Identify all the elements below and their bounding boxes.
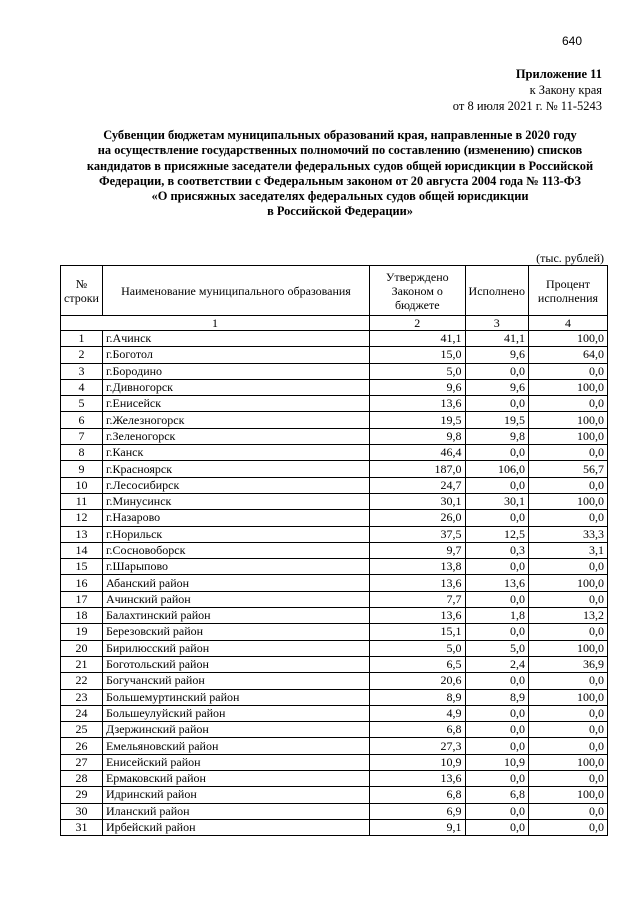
approved-amount: 41,1 — [369, 331, 465, 347]
execution-percent: 33,3 — [528, 526, 607, 542]
execution-percent: 0,0 — [528, 445, 607, 461]
executed-amount: 6,8 — [465, 787, 528, 803]
row-number: 13 — [61, 526, 103, 542]
row-number: 1 — [61, 331, 103, 347]
row-number: 27 — [61, 754, 103, 770]
row-number: 12 — [61, 510, 103, 526]
table-row — [61, 771, 608, 787]
executed-amount: 0,0 — [465, 819, 528, 835]
execution-percent: 100,0 — [528, 331, 607, 347]
approved-amount: 20,6 — [369, 673, 465, 689]
executed-amount: 0,0 — [465, 559, 528, 575]
approved-amount: 13,6 — [369, 575, 465, 591]
executed-amount: 0,0 — [465, 477, 528, 493]
table-row — [61, 510, 608, 526]
title-line: кандидатов в присяжные заседатели федеральных судов общей юрисдикции в Российской — [86, 158, 594, 173]
executed-amount: 19,5 — [465, 412, 528, 428]
municipality-name: г.Зеленогорск — [102, 428, 369, 444]
municipality-name: Балахтинский район — [102, 608, 369, 624]
executed-amount: 9,6 — [465, 379, 528, 395]
table-header-row — [61, 266, 608, 316]
row-number: 30 — [61, 803, 103, 819]
municipality-name: Ирбейский район — [102, 819, 369, 835]
executed-amount: 0,3 — [465, 542, 528, 558]
table-row — [61, 673, 608, 689]
municipality-name: г.Назарово — [102, 510, 369, 526]
municipality-name: Иланский район — [102, 803, 369, 819]
municipality-name: Большемуртинский район — [102, 689, 369, 705]
table-row — [61, 640, 608, 656]
approved-amount: 7,7 — [369, 591, 465, 607]
row-number: 14 — [61, 542, 103, 558]
executed-amount: 0,0 — [465, 673, 528, 689]
municipality-name: г.Сосновоборск — [102, 542, 369, 558]
executed-amount: 0,0 — [465, 396, 528, 412]
executed-amount: 5,0 — [465, 640, 528, 656]
table-row — [61, 624, 608, 640]
execution-percent: 0,0 — [528, 738, 607, 754]
row-number: 29 — [61, 787, 103, 803]
row-number: 9 — [61, 461, 103, 477]
title-line: Федерации, в соответствии с Федеральным законом от 20 августа 2004 года № 113-ФЗ — [99, 173, 581, 188]
table-row — [61, 493, 608, 509]
table-row — [61, 787, 608, 803]
execution-percent: 100,0 — [528, 412, 607, 428]
appendix-law: к Закону края — [529, 83, 602, 97]
approved-amount: 27,3 — [369, 738, 465, 754]
table-row — [61, 347, 608, 363]
subventions-table — [60, 265, 608, 836]
title-line: «О присяжных заседателях федеральных судов общей юрисдикции — [151, 189, 529, 204]
execution-percent: 0,0 — [528, 363, 607, 379]
approved-amount: 46,4 — [369, 445, 465, 461]
municipality-name: Енисейский район — [102, 754, 369, 770]
execution-percent: 0,0 — [528, 477, 607, 493]
municipality-name: Ачинский район — [102, 591, 369, 607]
municipality-name: Березовский район — [102, 624, 369, 640]
execution-percent: 100,0 — [528, 689, 607, 705]
execution-percent: 100,0 — [528, 428, 607, 444]
header-approved: Утверждено Законом о бюджете — [369, 266, 465, 316]
executed-amount: 0,0 — [465, 591, 528, 607]
table-row — [61, 412, 608, 428]
row-number: 17 — [61, 591, 103, 607]
approved-amount: 5,0 — [369, 363, 465, 379]
executed-amount: 0,0 — [465, 705, 528, 721]
table-row — [61, 559, 608, 575]
title-line: на осуществление государственных полномочий по составлению (изменению) списков — [97, 143, 583, 158]
row-number: 3 — [61, 363, 103, 379]
units-label: (тыс. рублей) — [536, 251, 604, 265]
execution-percent: 0,0 — [528, 803, 607, 819]
execution-percent: 100,0 — [528, 754, 607, 770]
approved-amount: 13,6 — [369, 396, 465, 412]
appendix-title: Приложение 11 — [515, 67, 602, 81]
executed-amount: 0,0 — [465, 363, 528, 379]
column-number: 1 — [61, 316, 370, 331]
column-number: 3 — [465, 316, 528, 331]
approved-amount: 4,9 — [369, 705, 465, 721]
row-number: 31 — [61, 819, 103, 835]
row-number: 20 — [61, 640, 103, 656]
row-number: 8 — [61, 445, 103, 461]
approved-amount: 6,8 — [369, 722, 465, 738]
row-number: 24 — [61, 705, 103, 721]
row-number: 26 — [61, 738, 103, 754]
table-row — [61, 526, 608, 542]
approved-amount: 6,8 — [369, 787, 465, 803]
approved-amount: 37,5 — [369, 526, 465, 542]
executed-amount: 9,6 — [465, 347, 528, 363]
execution-percent: 3,1 — [528, 542, 607, 558]
executed-amount: 1,8 — [465, 608, 528, 624]
approved-amount: 13,6 — [369, 771, 465, 787]
executed-amount: 30,1 — [465, 493, 528, 509]
row-number: 7 — [61, 428, 103, 444]
execution-percent: 0,0 — [528, 819, 607, 835]
approved-amount: 26,0 — [369, 510, 465, 526]
municipality-name: г.Минусинск — [102, 493, 369, 509]
approved-amount: 9,1 — [369, 819, 465, 835]
approved-amount: 8,9 — [369, 689, 465, 705]
execution-percent: 100,0 — [528, 787, 607, 803]
approved-amount: 9,6 — [369, 379, 465, 395]
municipality-name: г.Норильск — [102, 526, 369, 542]
table-row — [61, 754, 608, 770]
executed-amount: 9,8 — [465, 428, 528, 444]
appendix-date: от 8 июля 2021 г. № 11-5243 — [452, 99, 602, 113]
executed-amount: 0,0 — [465, 771, 528, 787]
table-row — [61, 819, 608, 835]
approved-amount: 30,1 — [369, 493, 465, 509]
execution-percent: 13,2 — [528, 608, 607, 624]
table-row — [61, 722, 608, 738]
table-row — [61, 705, 608, 721]
table-row — [61, 445, 608, 461]
execution-percent: 0,0 — [528, 624, 607, 640]
executed-amount: 0,0 — [465, 510, 528, 526]
table-row — [61, 591, 608, 607]
municipality-name: Бирилюсский район — [102, 640, 369, 656]
execution-percent: 100,0 — [528, 379, 607, 395]
approved-amount: 9,7 — [369, 542, 465, 558]
table-row — [61, 542, 608, 558]
row-number: 18 — [61, 608, 103, 624]
title-line: Субвенции бюджетам муниципальных образований края, направленные в 2020 году — [103, 128, 577, 142]
executed-amount: 13,6 — [465, 575, 528, 591]
municipality-name: г.Канск — [102, 445, 369, 461]
row-number: 15 — [61, 559, 103, 575]
table-row — [61, 428, 608, 444]
executed-amount: 8,9 — [465, 689, 528, 705]
row-number: 28 — [61, 771, 103, 787]
row-number: 11 — [61, 493, 103, 509]
execution-percent: 0,0 — [528, 705, 607, 721]
approved-amount: 15,1 — [369, 624, 465, 640]
page-number: 640 — [562, 34, 583, 48]
row-number: 23 — [61, 689, 103, 705]
table-row — [61, 396, 608, 412]
table-row — [61, 477, 608, 493]
header-row-no: № строки — [61, 266, 103, 316]
table-row — [61, 461, 608, 477]
executed-amount: 0,0 — [465, 803, 528, 819]
header-name: Наименование муниципального образования — [102, 266, 369, 316]
row-number: 10 — [61, 477, 103, 493]
approved-amount: 10,9 — [369, 754, 465, 770]
table-row — [61, 738, 608, 754]
execution-percent: 0,0 — [528, 722, 607, 738]
municipality-name: г.Дивногорск — [102, 379, 369, 395]
municipality-name: Ермаковский район — [102, 771, 369, 787]
executed-amount: 2,4 — [465, 656, 528, 672]
header-executed: Исполнено — [465, 266, 528, 316]
municipality-name: г.Бородино — [102, 363, 369, 379]
execution-percent: 36,9 — [528, 656, 607, 672]
execution-percent: 0,0 — [528, 673, 607, 689]
municipality-name: г.Красноярск — [102, 461, 369, 477]
table-row — [61, 689, 608, 705]
approved-amount: 24,7 — [369, 477, 465, 493]
executed-amount: 10,9 — [465, 754, 528, 770]
executed-amount: 12,5 — [465, 526, 528, 542]
column-number: 4 — [528, 316, 607, 331]
approved-amount: 13,6 — [369, 608, 465, 624]
approved-amount: 5,0 — [369, 640, 465, 656]
approved-amount: 13,8 — [369, 559, 465, 575]
row-number: 6 — [61, 412, 103, 428]
approved-amount: 15,0 — [369, 347, 465, 363]
row-number: 5 — [61, 396, 103, 412]
table-row — [61, 363, 608, 379]
executed-amount: 0,0 — [465, 738, 528, 754]
approved-amount: 187,0 — [369, 461, 465, 477]
row-number: 4 — [61, 379, 103, 395]
table-row — [61, 575, 608, 591]
executed-amount: 0,0 — [465, 624, 528, 640]
municipality-name: Емельяновский район — [102, 738, 369, 754]
execution-percent: 100,0 — [528, 493, 607, 509]
execution-percent: 0,0 — [528, 396, 607, 412]
execution-percent: 0,0 — [528, 771, 607, 787]
executed-amount: 0,0 — [465, 445, 528, 461]
execution-percent: 100,0 — [528, 640, 607, 656]
municipality-name: г.Ачинск — [102, 331, 369, 347]
approved-amount: 6,9 — [369, 803, 465, 819]
execution-percent: 56,7 — [528, 461, 607, 477]
approved-amount: 9,8 — [369, 428, 465, 444]
executed-amount: 0,0 — [465, 722, 528, 738]
table-row — [61, 331, 608, 347]
table-row — [61, 656, 608, 672]
municipality-name: г.Лесосибирск — [102, 477, 369, 493]
approved-amount: 6,5 — [369, 656, 465, 672]
column-number-row — [61, 316, 608, 331]
municipality-name: г.Боготол — [102, 347, 369, 363]
table-row — [61, 608, 608, 624]
municipality-name: Боготольский район — [102, 656, 369, 672]
row-number: 25 — [61, 722, 103, 738]
header-percent: Процент исполнения — [528, 266, 607, 316]
column-number: 2 — [369, 316, 465, 331]
executed-amount: 106,0 — [465, 461, 528, 477]
municipality-name: Идринский район — [102, 787, 369, 803]
row-number: 22 — [61, 673, 103, 689]
table-row — [61, 379, 608, 395]
execution-percent: 0,0 — [528, 510, 607, 526]
municipality-name: Богучанский район — [102, 673, 369, 689]
municipality-name: г.Железногорск — [102, 412, 369, 428]
approved-amount: 19,5 — [369, 412, 465, 428]
execution-percent: 100,0 — [528, 575, 607, 591]
municipality-name: г.Енисейск — [102, 396, 369, 412]
row-number: 19 — [61, 624, 103, 640]
execution-percent: 64,0 — [528, 347, 607, 363]
executed-amount: 41,1 — [465, 331, 528, 347]
appendix-block — [453, 66, 602, 114]
row-number: 21 — [61, 656, 103, 672]
execution-percent: 0,0 — [528, 559, 607, 575]
municipality-name: Дзержинский район — [102, 722, 369, 738]
row-number: 2 — [61, 347, 103, 363]
document-title — [72, 128, 608, 220]
municipality-name: Абанский район — [102, 575, 369, 591]
municipality-name: г.Шарыпово — [102, 559, 369, 575]
municipality-name: Большеулуйский район — [102, 705, 369, 721]
table-body — [61, 331, 608, 836]
title-line: в Российской Федерации» — [267, 204, 413, 219]
table-row — [61, 803, 608, 819]
execution-percent: 0,0 — [528, 591, 607, 607]
row-number: 16 — [61, 575, 103, 591]
